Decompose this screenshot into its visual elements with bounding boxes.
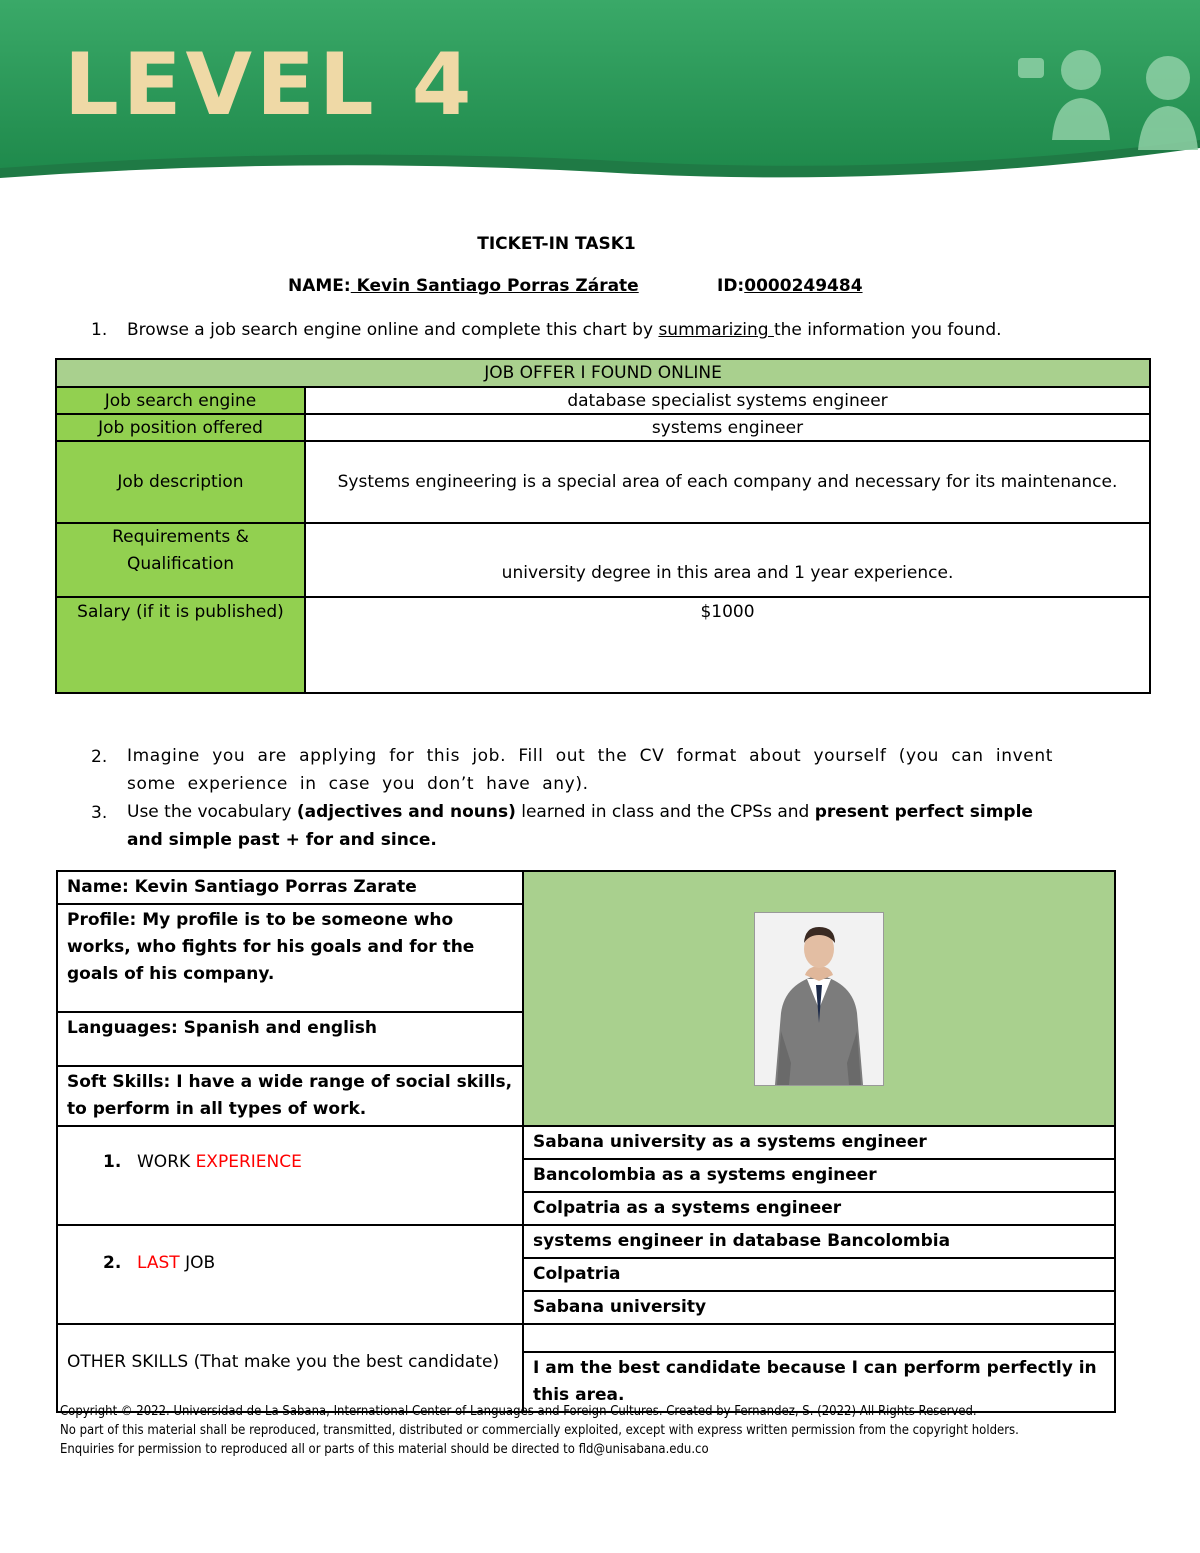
question-3-bold: (adjectives and nouns) [296,802,516,822]
last-job-item: Colpatria [523,1258,1115,1291]
profile-photo [754,912,884,1086]
job-label: Job description [56,441,305,523]
question-1-pre: Browse a job search engine online and complete this chart by [127,320,659,340]
job-offer-table [55,358,1151,694]
ticket-title: TICKET-IN TASK1 [477,234,636,254]
id-label: ID: [717,276,745,296]
cv-table [56,870,1116,1413]
job-label: Requirements & Qualification [56,523,305,597]
work-label-a: WORK [137,1152,196,1172]
copyright-footer [60,1402,1060,1459]
question-3-part: learned in class and the CPSs and [515,802,815,822]
question-3-number: 3. [91,803,108,823]
man-in-suit-image [755,913,883,1085]
last-job-item: Sabana university [523,1291,1115,1324]
question-1-number: 1. [91,320,108,340]
name-label: NAME: [288,276,351,296]
photo-cell [523,871,1115,1126]
other-skill-item [523,1324,1115,1352]
job-value: systems engineer [305,414,1150,441]
work-item: Sabana university as a systems engineer [523,1126,1115,1159]
question-3-part: Use the vocabulary [127,802,297,822]
level-title: LEVEL 4 [64,35,476,135]
table-row [56,597,1150,693]
question-3-bold: present perfect simple and simple past + for and since. [127,802,1033,850]
last-job-number: 2. [103,1253,122,1273]
job-label: Job search engine [56,387,305,414]
footer-line-2: No part of this material shall be reproduced, transmitted, distributed or commercially exploited, except with express written permission from the copyright holders. Enquiries for permission to reproduced all or parts of this material should be directed to fld@unisabana.edu.co [60,1423,1019,1457]
table-row [56,441,1150,523]
question-3-text [127,798,1053,854]
job-label: Job position offered [56,414,305,441]
work-item: Colpatria as a systems engineer [523,1192,1115,1225]
job-value: university degree in this area and 1 year experience. [305,523,1150,597]
last-job-label-a: LAST [137,1253,180,1273]
name-line [288,276,639,296]
question-1-post: the information you found. [773,320,1002,340]
level-banner [0,0,1200,200]
question-2-text: Imagine you are applying for this job. Fill out the CV format about yourself (you can invent some experience in case you don’t have any). [127,746,1053,794]
last-job-item: systems engineer in database Bancolombia [523,1225,1115,1258]
other-skill-item: I am the best candidate because I can perform perfectly in this area. [523,1352,1115,1412]
cv-profile: Profile: My profile is to be someone who works, who fights for his goals and for the goals of his company. [57,904,523,1012]
table-row [56,387,1150,414]
work-label-b: EXPERIENCE [195,1152,302,1172]
job-value: database specialist systems engineer [305,387,1150,414]
last-job-label [57,1225,523,1324]
work-number: 1. [103,1152,122,1172]
name-value: Kevin Santiago Porras Zárate [350,276,639,296]
job-value: Systems engineering is a special area of each company and necessary for its maintenance. [305,441,1150,523]
question-1-text [127,316,1053,344]
cv-languages: Languages: Spanish and english [57,1012,523,1066]
job-table-header: JOB OFFER I FOUND ONLINE [56,359,1150,387]
last-job-label-b: JOB [179,1253,216,1273]
question-1-underline: summarizing [658,320,774,340]
other-skills-label: OTHER SKILLS (That make you the best candidate) [57,1324,523,1412]
work-item: Bancolombia as a systems engineer [523,1159,1115,1192]
cv-soft-skills: Soft Skills: I have a wide range of social skills, to perform in all types of work. [57,1066,523,1126]
cv-name: Name: Kevin Santiago Porras Zarate [57,871,523,904]
job-value: $1000 [305,597,1150,693]
question-2-number: 2. [91,747,108,767]
footer-line-1: Copyright © 2022. Universidad de La Sabana, International Center of Languages and Foreign Cultures. Created by Fernandez, S. (2022) All Rights Reserved. [60,1404,977,1419]
id-line [717,276,863,296]
id-value: 0000249484 [744,276,863,296]
table-row [56,414,1150,441]
job-label: Salary (if it is published) [56,597,305,693]
work-experience-label [57,1126,523,1225]
table-row [56,523,1150,597]
